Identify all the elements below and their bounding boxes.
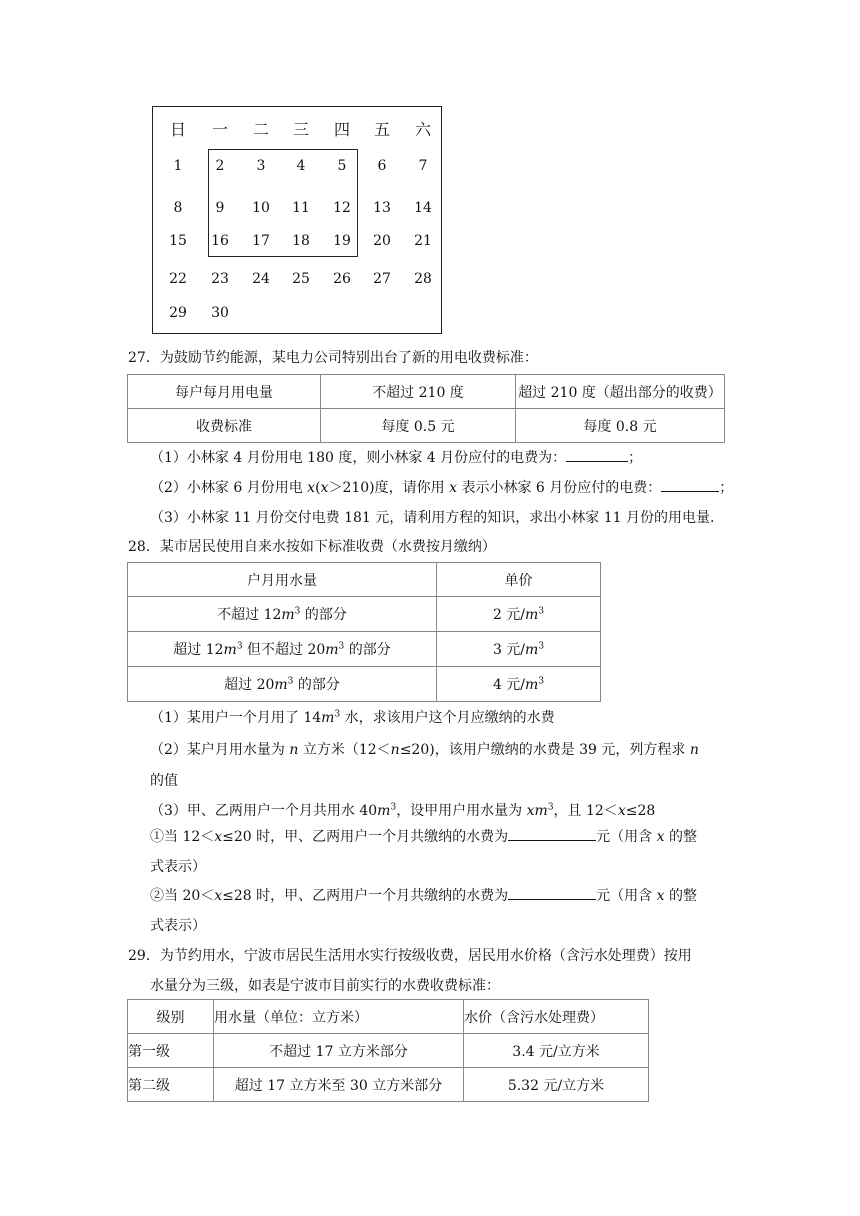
calendar-day: 30 — [211, 305, 229, 321]
q28-row2-price: 3 元$/m^3$ — [437, 632, 601, 667]
q28-case1-cont: 式表示） — [150, 859, 206, 875]
q29-head-2: 用水量（单位：立方米） — [214, 1000, 464, 1034]
calendar-day: 29 — [169, 305, 187, 321]
q28-row2-range: 超过 $12m^3$ 但不超过 $20m^3$ 的部分 — [128, 632, 437, 667]
calendar-weekday: 四 — [333, 120, 350, 139]
calendar-day: 13 — [373, 200, 391, 216]
calendar-day: 8 — [173, 200, 183, 216]
q29-table — [127, 999, 649, 1102]
calendar-day: 17 — [252, 233, 270, 249]
q27-head-1: 每户每月用电量 — [128, 375, 321, 409]
q29-title-line1: 29．为节约用水，宁波市居民生活用水实行按级收费，居民用水价格（含污水处理费）按用 — [128, 948, 692, 964]
q29-row1-level: 第一级 — [128, 1034, 214, 1068]
calendar-weekday: 三 — [292, 120, 309, 139]
q29-row2-range: 超过 17 立方米至 30 立方米部分 — [214, 1068, 464, 1102]
q29-row1-range: 不超过 17 立方米部分 — [214, 1034, 464, 1068]
calendar-day: 6 — [377, 158, 387, 174]
q27-row-3: 每度 0.8 元 — [516, 409, 725, 443]
q29-row2-level: 第二级 — [128, 1068, 214, 1102]
calendar-weekday: 五 — [373, 120, 390, 139]
calendar-weekday: 一 — [211, 120, 228, 139]
calendar-day: 11 — [292, 200, 310, 216]
q27-row-2: 每度 0.5 元 — [321, 409, 516, 443]
calendar-day: 18 — [292, 233, 310, 249]
q27-row-1: 收费标准 — [128, 409, 321, 443]
calendar-day: 22 — [169, 271, 187, 287]
q27-head-3: 超过 210 度（超出部分的收费） — [516, 375, 725, 409]
calendar-weekday: 日 — [169, 120, 186, 139]
calendar-day: 14 — [414, 200, 432, 216]
calendar-day: 21 — [414, 233, 432, 249]
calendar-day: 16 — [211, 233, 229, 249]
calendar-day: 26 — [333, 271, 351, 287]
calendar-weekday: 二 — [252, 120, 269, 139]
q28-case2: ②当 20＜x≤28 时，甲、乙两用户一个月共缴纳的水费为 元（用含 x 的整 — [150, 888, 697, 904]
q29-head-1: 级别 — [128, 1000, 214, 1034]
q29-head-3: 水价（含污水处理费） — [464, 1000, 649, 1034]
q28-row3-price: 4 元$/m^3$ — [437, 667, 601, 702]
calendar-day: 3 — [256, 158, 266, 174]
calendar-day: 28 — [414, 271, 432, 287]
calendar-day: 24 — [252, 271, 270, 287]
q28-row1-price: 2 元$/m^3$ — [437, 597, 601, 632]
q28-row1-range: 不超过 $12m^3$ 的部分 — [128, 597, 437, 632]
q29-row1-price: 3.4 元/立方米 — [464, 1034, 649, 1068]
q28-case1: ①当 12＜x≤20 时，甲、乙两用户一个月共缴纳的水费为 元（用含 x 的整 — [150, 829, 697, 845]
calendar-day: 2 — [215, 158, 225, 174]
calendar-day: 25 — [292, 271, 310, 287]
q29-row2-price: 5.32 元/立方米 — [464, 1068, 649, 1102]
q29-title-line2: 水量分为三级，如表是宁波市目前实行的水费收费标准： — [150, 978, 500, 994]
calendar-day: 20 — [373, 233, 391, 249]
q27-table — [127, 374, 725, 443]
calendar-day: 10 — [252, 200, 270, 216]
calendar-day: 9 — [215, 200, 225, 216]
q28-part2: （2）某户月用水量为 n 立方米（12＜n≤20)，该用户缴纳的水费是 39 元，列方程求 n — [150, 742, 699, 758]
calendar-day: 27 — [373, 271, 391, 287]
q28-part2-cont: 的值 — [150, 773, 178, 789]
q28-part1: （1）某用户一个月用了 $14m^3$ 水，求该用户这个月应缴纳的水费 — [150, 709, 555, 726]
calendar-day: 7 — [418, 158, 428, 174]
q28-head-1: 户月用水量 — [128, 563, 437, 597]
q27-part3: （3）小林家 11 月份交付电费 181 元，请利用方程的知识，求出小林家 11 月份的用电量. — [150, 510, 715, 526]
calendar-day: 23 — [211, 271, 229, 287]
calendar-day: 19 — [333, 233, 351, 249]
calendar-weekday: 六 — [414, 120, 431, 139]
calendar-day: 1 — [173, 158, 183, 174]
calendar-day: 5 — [337, 158, 347, 174]
calendar — [152, 106, 442, 334]
q28-case2-cont: 式表示） — [150, 918, 206, 934]
calendar-day: 12 — [333, 200, 351, 216]
q27-part1: （1）小林家 4 月份用电 180 度，则小林家 4 月份应付的电费为： ； — [150, 450, 643, 466]
q28-table — [127, 562, 601, 702]
q28-title: 28．某市居民使用自来水按如下标准收费（水费按月缴纳） — [128, 539, 496, 555]
q27-title: 27．为鼓励节约能源，某电力公司特别出台了新的用电收费标准： — [128, 350, 538, 366]
q28-part3: （3）甲、乙两用户一个月共用水 $40m^3$，设甲用户用水量为 $xm^3$，且 12＜x≤28 — [150, 802, 656, 819]
q28-row3-range: 超过 $20m^3$ 的部分 — [128, 667, 437, 702]
q27-head-2: 不超过 210 度 — [321, 375, 516, 409]
calendar-day: 4 — [296, 158, 306, 174]
q27-part2: （2）小林家 6 月份用电 x(x＞210)度，请你用 x 表示小林家 6 月份应付的电费： ； — [150, 480, 734, 496]
calendar-day: 15 — [169, 233, 187, 249]
q28-head-2: 单价 — [437, 563, 601, 597]
